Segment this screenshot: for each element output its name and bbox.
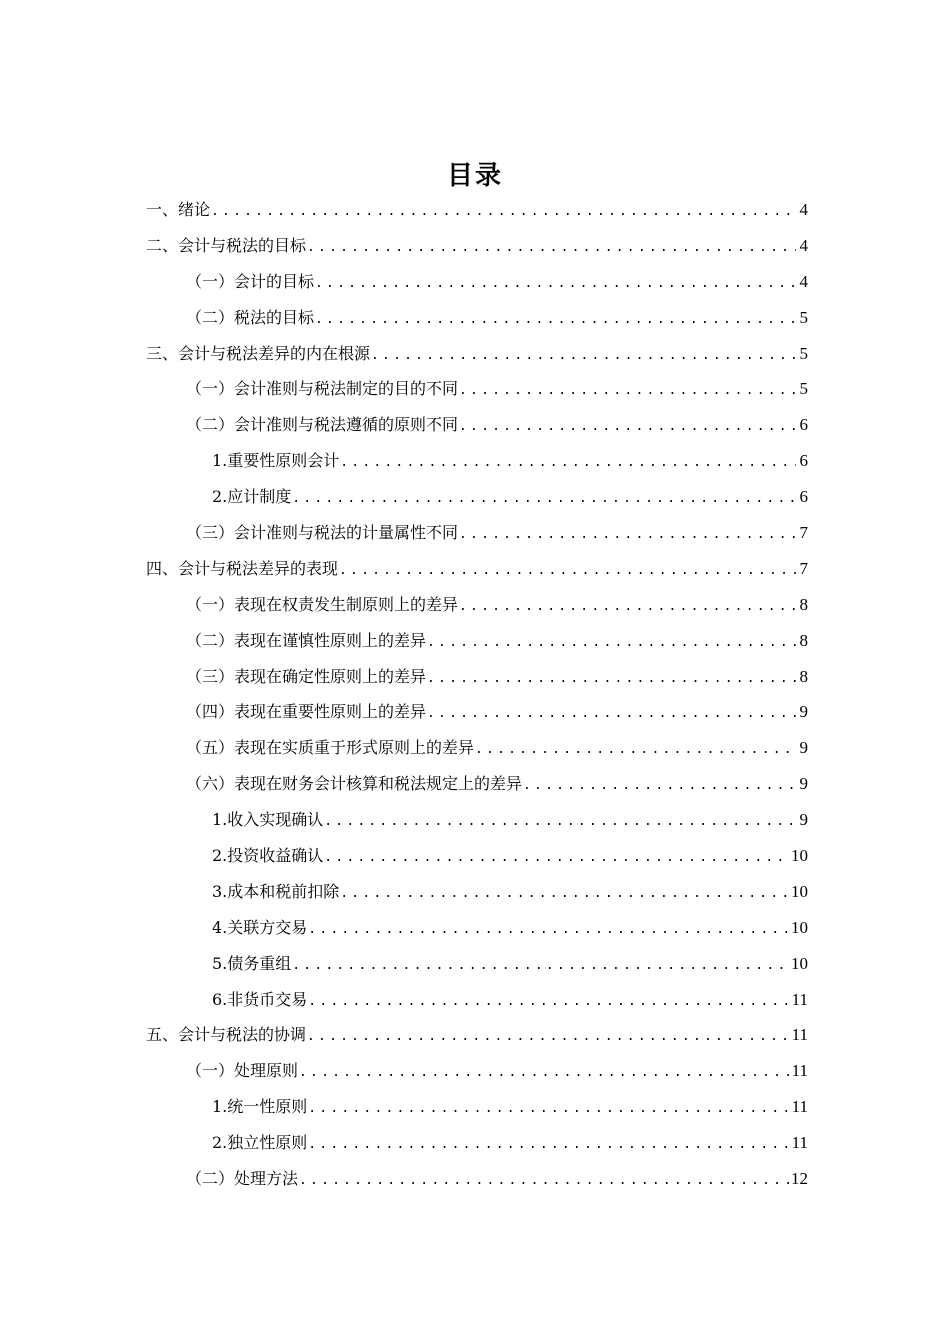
toc-entry[interactable] — [146, 196, 808, 232]
toc-entry-text: 3.成本和税前扣除 — [212, 881, 340, 901]
toc-entry-text: 一、绪论 — [146, 200, 211, 219]
toc-entry[interactable] — [146, 627, 808, 663]
toc-entry[interactable] — [146, 1057, 808, 1093]
toc-page-number: 7 — [799, 523, 808, 543]
toc-page-number: 4 — [799, 200, 808, 219]
toc-entry-text: 5.债务重组 — [212, 953, 292, 973]
toc-page-number: 12 — [791, 1169, 808, 1189]
toc-page-number: 10 — [791, 881, 808, 901]
toc-dot-leader — [459, 521, 796, 549]
toc-entry-text: 三、会计与税法差异的内在根源 — [146, 343, 371, 363]
toc-entry-text: 四、会计与税法差异的表现 — [146, 558, 339, 578]
toc-entry[interactable] — [146, 734, 808, 770]
toc-dot-leader — [340, 880, 789, 908]
toc-page-number: 5 — [799, 307, 808, 327]
toc-page-number: 9 — [799, 774, 808, 794]
toc-page-number: 10 — [791, 953, 808, 973]
toc-dot-leader — [292, 485, 796, 513]
toc-entry-text: （二）处理方法 — [186, 1169, 299, 1189]
toc-dot-leader — [427, 629, 796, 657]
toc-dot-leader — [292, 952, 789, 980]
toc-page-number: 11 — [791, 1025, 808, 1045]
toc-entry-text: （一）会计准则与税法制定的目的不同 — [186, 379, 459, 399]
toc-entry-text: （五）表现在实质重于形式原则上的差异 — [186, 738, 475, 758]
toc-page-number: 6 — [799, 487, 808, 507]
toc-dot-leader — [308, 1131, 789, 1159]
toc-entry-text: （二）表现在谨慎性原则上的差异 — [186, 630, 427, 650]
toc-dot-leader — [459, 413, 796, 441]
toc-page-number: 5 — [799, 379, 808, 399]
toc-entry[interactable] — [146, 483, 808, 519]
toc-page-number: 4 — [799, 271, 808, 291]
toc-entry[interactable] — [146, 950, 808, 986]
toc-page-number: 8 — [799, 594, 808, 614]
toc-entry[interactable] — [146, 411, 808, 447]
toc-dot-leader — [324, 844, 789, 872]
toc-dot-leader — [340, 449, 796, 477]
toc-entry-text: （二）会计准则与税法遵循的原则不同 — [186, 415, 459, 435]
toc-entry-text: （一）处理原则 — [186, 1061, 299, 1081]
toc-entry-text: 二、会计与税法的目标 — [146, 235, 307, 255]
toc-page-number: 11 — [791, 1133, 808, 1153]
toc-page-number: 5 — [799, 343, 808, 363]
toc-page-number: 11 — [791, 1097, 808, 1117]
toc-dot-leader — [339, 557, 796, 585]
toc-entry[interactable] — [146, 698, 808, 734]
toc-dot-leader — [459, 377, 796, 405]
toc-dot-leader — [308, 916, 789, 944]
toc-dot-leader — [299, 1167, 789, 1195]
toc-entry[interactable] — [146, 232, 808, 268]
toc-entry[interactable] — [146, 375, 808, 411]
toc-entry-text: 1.统一性原则 — [212, 1097, 308, 1117]
toc-entry[interactable] — [146, 519, 808, 555]
toc-entry-text: （三）表现在确定性原则上的差异 — [186, 666, 427, 686]
toc-page-number: 8 — [799, 666, 808, 686]
toc-entry-text: 1.重要性原则会计 — [212, 451, 340, 471]
toc-entry[interactable] — [146, 340, 808, 376]
toc-entry-text: （一）会计的目标 — [186, 271, 315, 291]
toc-dot-leader — [307, 234, 796, 262]
toc-entry[interactable] — [146, 555, 808, 591]
toc-dot-leader — [427, 665, 796, 693]
toc-page-number: 8 — [799, 630, 808, 650]
toc-page-number: 11 — [791, 989, 808, 1009]
toc-dot-leader — [523, 772, 796, 800]
toc-entry[interactable] — [146, 268, 808, 304]
toc-entry[interactable] — [146, 770, 808, 806]
toc-entry[interactable] — [146, 1165, 808, 1201]
toc-dot-leader — [315, 306, 796, 334]
toc-entry[interactable] — [146, 986, 808, 1022]
toc-page-number: 7 — [799, 558, 808, 578]
toc-page-number: 4 — [799, 235, 808, 255]
toc-page-number: 10 — [791, 917, 808, 937]
toc-entry-text: 2.独立性原则 — [212, 1133, 308, 1153]
toc-entry-text: 2.投资收益确认 — [212, 846, 324, 866]
toc-entry[interactable] — [146, 1129, 808, 1165]
toc-dot-leader — [459, 593, 796, 621]
toc-dot-leader — [299, 1059, 790, 1087]
page-title: 目录 — [446, 161, 503, 191]
toc-entry-text: （三）会计准则与税法的计量属性不同 — [186, 523, 459, 543]
table-of-contents — [146, 196, 808, 1201]
toc-dot-leader — [475, 736, 796, 764]
toc-entry[interactable] — [146, 878, 808, 914]
toc-entry-text: 6.非货币交易 — [212, 989, 308, 1009]
toc-entry-text: 五、会计与税法的协调 — [146, 1025, 307, 1045]
toc-page-number: 11 — [791, 1061, 808, 1081]
toc-dot-leader — [427, 700, 796, 728]
toc-page-number: 6 — [799, 415, 808, 435]
toc-entry[interactable] — [146, 1093, 808, 1129]
toc-entry-text: 4.关联方交易 — [212, 917, 308, 937]
toc-entry[interactable] — [146, 842, 808, 878]
toc-page-number: 6 — [799, 451, 808, 471]
toc-dot-leader — [308, 988, 789, 1016]
toc-page-number: 10 — [791, 846, 808, 866]
toc-entry-text: （一）表现在权责发生制原则上的差异 — [186, 594, 459, 614]
toc-dot-leader — [315, 270, 796, 298]
toc-entry-text: 2.应计制度 — [212, 487, 292, 507]
toc-entry[interactable] — [146, 591, 808, 627]
toc-entry[interactable] — [146, 914, 808, 950]
toc-dot-leader — [371, 342, 796, 370]
toc-entry[interactable] — [146, 447, 808, 483]
toc-dot-leader — [308, 1095, 789, 1123]
toc-entry-text: （二）税法的目标 — [186, 307, 315, 327]
toc-page-number: 9 — [799, 810, 808, 830]
toc-entry-text: 1.收入实现确认 — [212, 810, 324, 830]
toc-page-number: 9 — [799, 738, 808, 758]
toc-entry[interactable] — [146, 1021, 808, 1057]
toc-entry[interactable] — [146, 806, 808, 842]
toc-dot-leader — [324, 808, 796, 836]
toc-dot-leader — [307, 1023, 790, 1051]
toc-entry[interactable] — [146, 663, 808, 699]
toc-entry-text: （六）表现在财务会计核算和税法规定上的差异 — [186, 774, 523, 794]
toc-entry[interactable] — [146, 304, 808, 340]
toc-dot-leader — [211, 198, 796, 226]
toc-entry-text: （四）表现在重要性原则上的差异 — [186, 702, 427, 722]
toc-page-number: 9 — [799, 702, 808, 722]
